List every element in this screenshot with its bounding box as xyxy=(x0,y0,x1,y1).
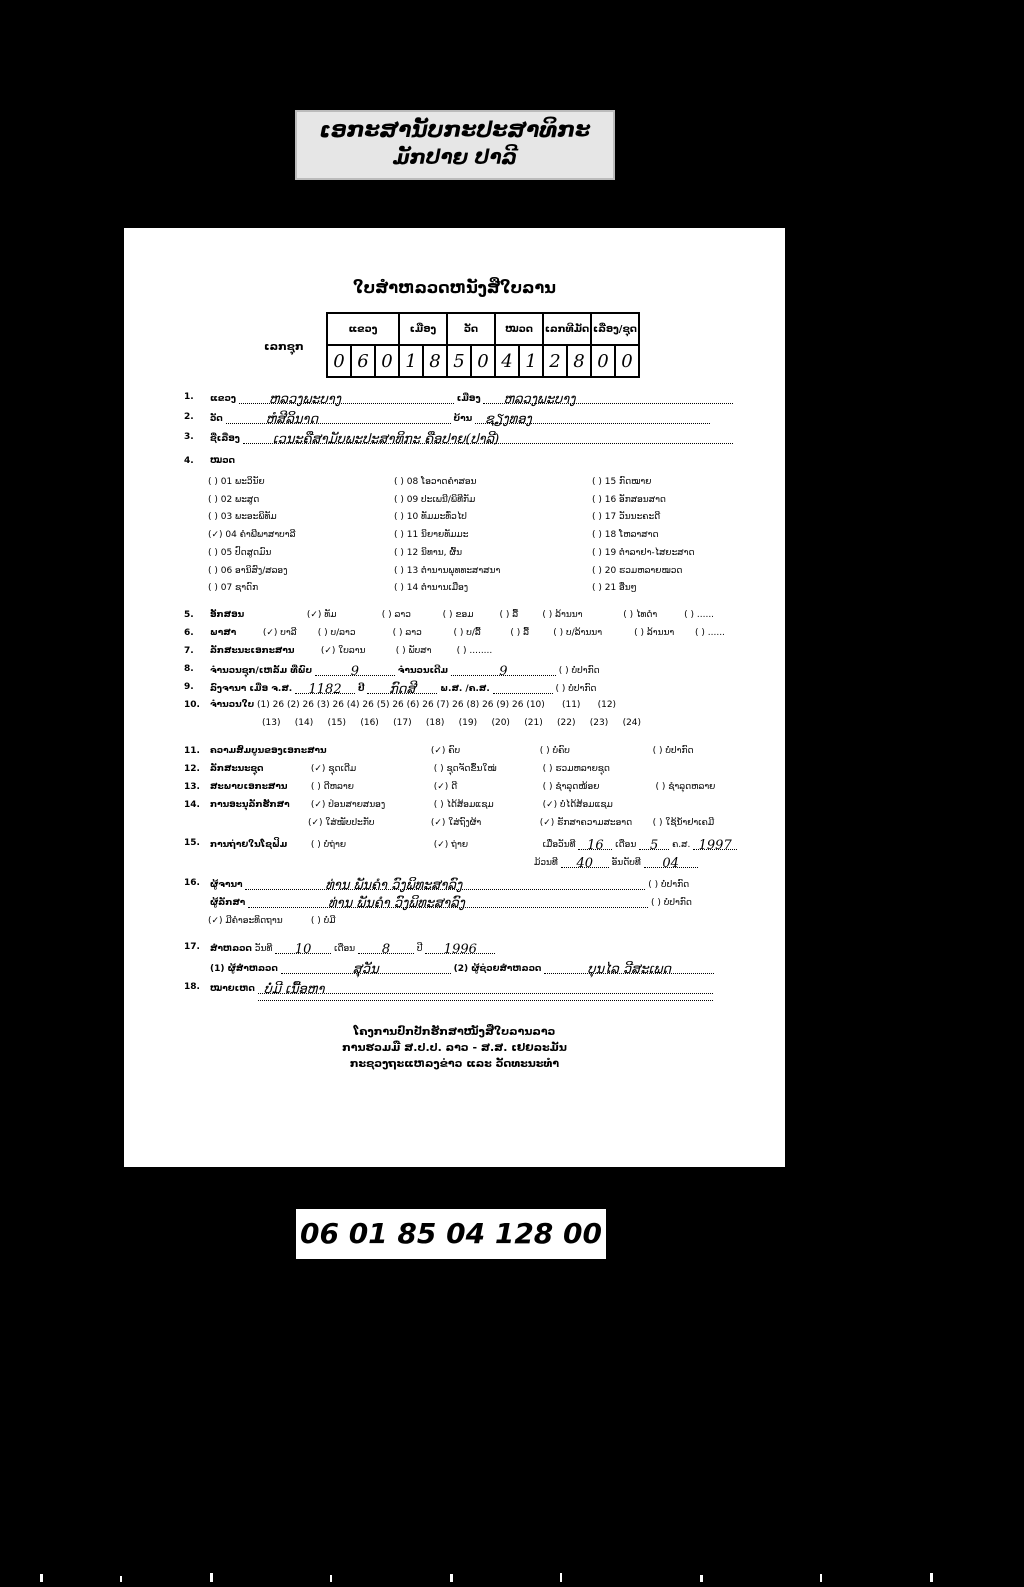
sponsor-value: ທ່ານ ພັນຄຳ ວົງພິທະສາລົງ xyxy=(328,896,465,911)
category-option[interactable]: ( ) 17 ວັນນະຄະດີ xyxy=(592,512,661,523)
microfilm-month-value: 5 xyxy=(650,838,659,853)
roll-label: ມ້ວນທີ xyxy=(534,858,558,868)
category-option[interactable]: ( ) 07 ຊາດົກ xyxy=(208,583,259,594)
row-number: 3. xyxy=(184,432,194,442)
microfilm-day-value: 16 xyxy=(587,838,604,853)
category-option[interactable]: ( ) 06 ອານິສົງ/ສລອງ xyxy=(208,565,288,576)
row-number: 11. xyxy=(184,746,200,756)
set-type-option[interactable]: ( ) ຊຸດຈັດຂຶ້ນໃໝ່ xyxy=(433,764,497,774)
category-option[interactable]: ( ) 09 ປະເພນີ/ພິທີກັມ xyxy=(394,494,476,505)
row-set-type xyxy=(210,764,610,774)
code-header: ເລກທີມັດ xyxy=(543,313,591,345)
row-number: 16. xyxy=(184,878,200,888)
district-field xyxy=(483,392,733,407)
written-year-label: ປີ xyxy=(357,684,365,694)
category-option[interactable]: ( ) 21 ອື່ນໆ xyxy=(592,583,637,594)
volume-count-value: 9 xyxy=(350,664,360,679)
condition-option[interactable]: ( ) ຊຳລຸດໜ້ອຍ xyxy=(542,782,600,792)
material-option[interactable]: (✓) ໃບລານ xyxy=(320,646,366,656)
row-microfilm xyxy=(210,838,737,853)
microfilm-option[interactable]: ( ) ບໍ່ຖ່າຍ xyxy=(310,840,347,850)
completeness-option[interactable]: ( ) ບໍ່ປາກົດ xyxy=(652,746,694,756)
code-digit: 0 xyxy=(327,345,351,377)
code-digit: 4 xyxy=(495,345,519,377)
frame-label: ອັນດັບທີ xyxy=(611,858,641,868)
microfilm-day-field xyxy=(578,838,612,853)
category-option[interactable]: ( ) 08 ໂອວາດຄຳສອນ xyxy=(394,477,477,487)
header-label-line2: ມັກປາຍ ປາລີ xyxy=(392,145,518,169)
district-label: ເມືອງ xyxy=(456,394,481,404)
remarks-field xyxy=(258,982,713,997)
completeness-label: ຄວາມສົມບູນຂອງເອກະສານ xyxy=(210,746,327,756)
surveyor-field xyxy=(281,962,451,977)
scribe-field xyxy=(245,878,645,893)
code-table xyxy=(326,312,640,378)
village-label: ບ້ານ xyxy=(453,414,473,424)
code-digit: 0 xyxy=(591,345,615,377)
row-written-date xyxy=(210,682,597,697)
language-label: ພາສາ xyxy=(210,628,237,638)
assistant-label: (2) ຜູ້ຊ່ວຍສຳຫລວດ xyxy=(453,964,542,974)
microfilm-year-field xyxy=(693,838,737,853)
row-number: 14. xyxy=(184,800,200,810)
survey-day-value: 10 xyxy=(294,942,312,957)
row-conservation-2 xyxy=(308,818,714,828)
written-year-value: ກົດສີ xyxy=(389,682,416,697)
material-label: ລັກສະນະເອກະສານ xyxy=(210,646,295,656)
survey-year-value: 1996 xyxy=(443,942,477,957)
completeness-option[interactable]: ( ) ບໍ່ຄົບ xyxy=(539,746,570,756)
microfilm-label: ການຖ່າຍໃນໂຊຟິມ xyxy=(210,840,288,850)
sponsor-label: ຜູ້ລັກສາ xyxy=(210,898,246,908)
microfilm-month-label: ເດືອນ xyxy=(615,840,637,850)
code-digit: 6 xyxy=(351,345,375,377)
category-option[interactable]: ( ) 16 ອັກສອນສາດ xyxy=(592,494,666,505)
conservation-option[interactable]: (✓) ບໍ່ໄດ້ສ້ອມແຊມ xyxy=(542,800,613,810)
surveyor-label: (1) ຜູ້ສຳຫລວດ xyxy=(210,964,278,974)
condition-option[interactable]: ( ) ດີຫລາຍ xyxy=(310,782,354,792)
microfilm-date-label: ເມື່ອວັນທີ xyxy=(542,840,576,850)
language-option[interactable]: ( ) ລ້ານນາ xyxy=(634,628,675,638)
category-option[interactable]: ( ) 02 ພະສູດ xyxy=(208,494,260,505)
row-surveyors xyxy=(210,962,714,977)
row-temple xyxy=(210,412,710,427)
not-shown-option[interactable]: ( ) ບໍ່ປາກົດ xyxy=(648,880,690,890)
form-title: ໃບສຳຫລວດຫນັງສືໃບລານ xyxy=(353,278,556,297)
sponsor-field xyxy=(248,896,648,911)
temple-field xyxy=(226,412,451,427)
province-field xyxy=(239,392,454,407)
frame-value: 04 xyxy=(662,856,679,871)
row-number: 6. xyxy=(184,628,194,638)
script-option[interactable]: (✓) ທັມ xyxy=(306,610,337,620)
material-option[interactable]: ( ) ........ xyxy=(456,646,493,656)
condition-option[interactable]: (✓) ດີ xyxy=(433,782,458,792)
row-number: 17. xyxy=(184,942,200,952)
title-field xyxy=(243,432,733,447)
survey-day-label: ວັນທີ xyxy=(254,944,273,954)
category-option[interactable]: ( ) 15 ກົດໝາຍ xyxy=(592,477,652,487)
category-option[interactable]: ( ) 01 ພະວິນັຍ xyxy=(208,477,265,487)
category-option[interactable]: ( ) 12 ນິທານ, ຜົ້ນ xyxy=(394,547,463,558)
category-option[interactable]: ( ) 13 ຕຳນານພຸທທະສາສນາ xyxy=(394,565,501,576)
footer-line1: ໂຄງການປົກປັກຮັກສາໜັງສືໃບລານລາວ xyxy=(353,1025,556,1038)
temple-value: ຫໍສີລິນາດ xyxy=(265,412,319,427)
code-digit: 8 xyxy=(423,345,447,377)
category-option[interactable]: (✓) 04 ຄຳພີພາສາບາລີ xyxy=(208,530,296,541)
category-col-3 xyxy=(592,474,695,598)
script-option[interactable]: ( ) ລື້ xyxy=(499,610,519,620)
row-scribe xyxy=(210,878,690,893)
code-digit: 0 xyxy=(375,345,399,377)
row-title xyxy=(210,432,733,447)
scribe-label: ຜູ້ຈານາ xyxy=(210,880,243,890)
language-option[interactable]: (✓) ບາລີ xyxy=(262,628,297,638)
row-conservation xyxy=(210,800,613,810)
conservation-option[interactable]: ( ) ໃຊ້ນ້ຳຢາເຄມີ xyxy=(652,818,715,828)
leaf-count-line2: (13) (14) (15) (16) (17) (18) (19) (20) (21) (22) (23) (24) xyxy=(262,718,642,728)
conservation-option[interactable]: ( ) ໄດ້ສ້ອມແຊມ xyxy=(433,800,494,810)
row-remarks xyxy=(210,982,713,997)
row-number: 15. xyxy=(184,838,200,848)
surveyor-value: ສຸວັນ xyxy=(352,962,379,977)
original-count-field xyxy=(451,664,556,679)
village-field xyxy=(475,412,710,427)
remarks-line xyxy=(258,1000,713,1001)
completeness-option[interactable]: (✓) ຄົບ xyxy=(430,746,461,756)
row-number: 12. xyxy=(184,764,200,774)
set-type-label: ລັກສະນະຊຸດ xyxy=(210,764,264,774)
not-shown-option[interactable]: ( ) ບໍ່ປາກົດ xyxy=(558,666,600,676)
province-value: ຫລວງພະບາງ xyxy=(268,392,342,407)
row-script xyxy=(210,610,714,620)
written-era-value: 1182 xyxy=(308,682,342,697)
remarks-value: ບໍ່ມີ ເນື້ອຫາ xyxy=(263,982,325,997)
roll-field xyxy=(561,856,609,871)
written-be-field xyxy=(493,682,553,694)
category-option[interactable]: ( ) 14 ຕຳນານເມືອງ xyxy=(394,583,469,594)
script-option[interactable]: ( ) ...... xyxy=(684,610,715,620)
survey-month-label: ເດືອນ xyxy=(334,944,356,954)
volume-count-label: ຈຳນວນຊຸກ/ເຫລັ້ມ ທີ່ພົບ xyxy=(210,666,313,676)
script-option[interactable]: ( ) ຂອມ xyxy=(442,610,474,620)
microfilm-month-field xyxy=(639,838,669,853)
code-digit: 0 xyxy=(471,345,495,377)
set-type-option[interactable]: ( ) ຮວມຫລາຍຊຸດ xyxy=(542,764,610,774)
row-language xyxy=(210,628,725,638)
volume-count-field xyxy=(315,664,395,679)
remarks-label: ໝາຍເຫດ xyxy=(210,984,255,994)
code-header: ວັດ xyxy=(447,313,495,345)
written-year-field xyxy=(367,682,437,697)
conservation-option[interactable]: (✓) ປ່ອນສາຍສນອງ xyxy=(310,800,386,810)
row-number: 5. xyxy=(184,610,194,620)
row-province xyxy=(210,392,733,407)
set-type-option[interactable]: (✓) ຊຸດເດີມ xyxy=(310,764,357,774)
category-col-1 xyxy=(208,474,296,598)
film-edge xyxy=(0,1568,1024,1587)
category-option[interactable]: ( ) 20 ຮວມຫລາຍໝວດ xyxy=(592,565,683,576)
leaf-count-line1: (1) 26 (2) 26 (3) 26 (4) 26 (5) 26 (6) 26 (7) 26 (8) 26 (9) 26 (10) (11) (12) xyxy=(257,700,617,710)
microfilm-option[interactable]: (✓) ຖ່າຍ xyxy=(433,840,469,850)
assistant-field xyxy=(544,962,714,977)
code-digit: 1 xyxy=(519,345,543,377)
roll-value: 40 xyxy=(576,856,593,871)
survey-form-sheet xyxy=(124,228,785,1167)
survey-day-field xyxy=(275,942,331,957)
title-label: ຊື່ເລື່ອງ xyxy=(210,434,240,444)
code-digit: 2 xyxy=(543,345,567,377)
province-label: ແຂວງ xyxy=(210,394,237,404)
language-option[interactable]: ( ) ບ/ລື້ xyxy=(453,628,481,638)
row-completeness xyxy=(210,746,694,756)
script-label: ອັກສອນ xyxy=(210,610,245,620)
row-number: 8. xyxy=(184,664,194,674)
row-number: 18. xyxy=(184,982,200,992)
row-number: 13. xyxy=(184,782,200,792)
row-volume-count xyxy=(210,664,600,679)
row-condition xyxy=(210,782,715,792)
conservation-label: ການອະນຸລັກຮັກສາ xyxy=(210,800,290,810)
code-header: ເລື່ອງ/ຊຸດ xyxy=(591,313,639,345)
language-option[interactable]: ( ) ລື້ xyxy=(510,628,529,638)
village-value: ຊຽງທອງ xyxy=(485,412,532,427)
category-option[interactable]: ( ) 19 ຕຳລາຢາ-ໄສຍະສາດ xyxy=(592,547,695,558)
category-option[interactable]: ( ) 18 ໂຫລາສາດ xyxy=(592,530,659,541)
script-option[interactable]: ( ) ລ້ານນາ xyxy=(542,610,583,620)
not-shown-option[interactable]: ( ) ບໍ່ປາກົດ xyxy=(651,898,692,908)
footer-line2: ການຮວມມື ສ.ປ.ປ. ລາວ - ສ.ສ. ເຢຍລະມັນ xyxy=(342,1041,567,1054)
row-number: 4. xyxy=(184,456,194,466)
category-option[interactable]: ( ) 10 ທັມມະທົ່ວໄປ xyxy=(394,512,467,523)
material-option[interactable]: ( ) ພັບສາ xyxy=(395,646,432,656)
row-number: 9. xyxy=(184,682,194,692)
category-option[interactable]: ( ) 05 ປົດສູດມົນ xyxy=(208,547,272,558)
row-number: 10. xyxy=(184,700,200,710)
language-option[interactable]: ( ) ...... xyxy=(695,628,725,638)
row-material xyxy=(210,646,492,656)
row-number: 1. xyxy=(184,392,194,402)
manuscript-id-label: 06 01 85 04 128 00 xyxy=(296,1209,606,1259)
survey-month-field xyxy=(358,942,414,957)
original-count-value: 9 xyxy=(499,664,508,679)
survey-label: ສຳຫລວດ xyxy=(210,944,252,954)
row-microfilm-roll xyxy=(534,856,698,871)
category-col-2 xyxy=(394,474,500,598)
row-survey-date xyxy=(210,942,495,957)
language-option[interactable]: ( ) ລາວ xyxy=(392,628,422,638)
scribe-value: ທ່ານ ພັນຄຳ ວົງພິທະສາລົງ xyxy=(325,878,463,893)
original-count-label: ຈຳນວນເດີມ xyxy=(397,666,449,676)
header-label-line1: ເອກະສານັບກະປະສາທິກະ xyxy=(319,118,591,143)
conservation-option[interactable]: (✓) ໃສ່ຖົງຜ້າ xyxy=(430,818,482,828)
code-digit: 8 xyxy=(567,345,591,377)
footer-line3: ກະຊວງຖະແຫລງຂ່າວ ແລະ ວັດທະນະທຳ xyxy=(349,1057,560,1070)
district-value: ຫລວງພະບາງ xyxy=(503,392,576,407)
conservation-option[interactable]: (✓) ຮັກສາຄວາມສະອາດ xyxy=(539,818,633,828)
survey-month-value: 8 xyxy=(381,942,391,957)
row-leaf-count xyxy=(210,700,616,710)
code-header: ໝວດ xyxy=(495,313,543,345)
microfilm-year-value: 1997 xyxy=(698,838,732,853)
script-option[interactable]: ( ) ໄທດຳ xyxy=(623,610,658,620)
code-digit: 1 xyxy=(399,345,423,377)
header-label xyxy=(295,110,615,180)
condition-label: ສະພາບເອກະສານ xyxy=(210,782,288,792)
form-footer xyxy=(124,1024,785,1072)
row-sponsor xyxy=(210,896,692,911)
microfilm-year-label: ຄ.ສ. xyxy=(672,840,691,850)
script-option[interactable]: ( ) ລາວ xyxy=(381,610,411,620)
assistant-value: ບຸນໄລ ວີສະເພດ xyxy=(587,962,672,977)
frame-field xyxy=(644,856,698,871)
row-prayer xyxy=(208,916,336,926)
language-option[interactable]: ( ) ບ/ລ້ານນາ xyxy=(553,628,603,638)
code-digit: 0 xyxy=(615,345,639,377)
prayer-option[interactable]: ( ) ບໍ່ມີ xyxy=(310,916,336,926)
not-shown-option[interactable]: ( ) ບໍ່ປາກົດ xyxy=(555,684,597,694)
code-label: ເລກຊຸກ xyxy=(264,340,304,353)
leaf-count-label: ຈຳນວນໃບ xyxy=(210,700,255,710)
category-option[interactable]: ( ) 11 ນິຍາຍທັມມະ xyxy=(394,530,469,541)
survey-year-field xyxy=(425,942,495,957)
code-header: ແຂວງ xyxy=(327,313,399,345)
condition-option[interactable]: ( ) ຊຳລຸດຫລາຍ xyxy=(655,782,716,792)
row-number: 2. xyxy=(184,412,194,422)
temple-label: ວັດ xyxy=(210,414,223,424)
code-digit: 5 xyxy=(447,345,471,377)
written-be-label: ພ.ສ. /ຄ.ສ. xyxy=(440,684,490,694)
title-value: ເວນະຄືສາມັບພະປະສາທິກະ ຄືອປາຍ(ປາລີ) xyxy=(272,432,500,447)
conservation-option[interactable]: (✓) ໃສ່ໝັບປະກັບ xyxy=(308,818,375,828)
category-label: ໝວດ xyxy=(210,456,236,466)
survey-year-label: ປີ xyxy=(416,944,423,954)
category-option[interactable]: ( ) 03 ພະອະພິທັມ xyxy=(208,512,277,523)
prayer-option[interactable]: (✓) ມີຄຳອະທິດຖານ xyxy=(208,916,283,926)
written-era-field xyxy=(295,682,355,697)
written-era-label: ລົງຈານາ ເມື່ອ ຈ.ສ. xyxy=(210,684,293,694)
row-number: 7. xyxy=(184,646,194,656)
language-option[interactable]: ( ) ບ/ລາວ xyxy=(317,628,356,638)
code-header: ເມືອງ xyxy=(399,313,447,345)
